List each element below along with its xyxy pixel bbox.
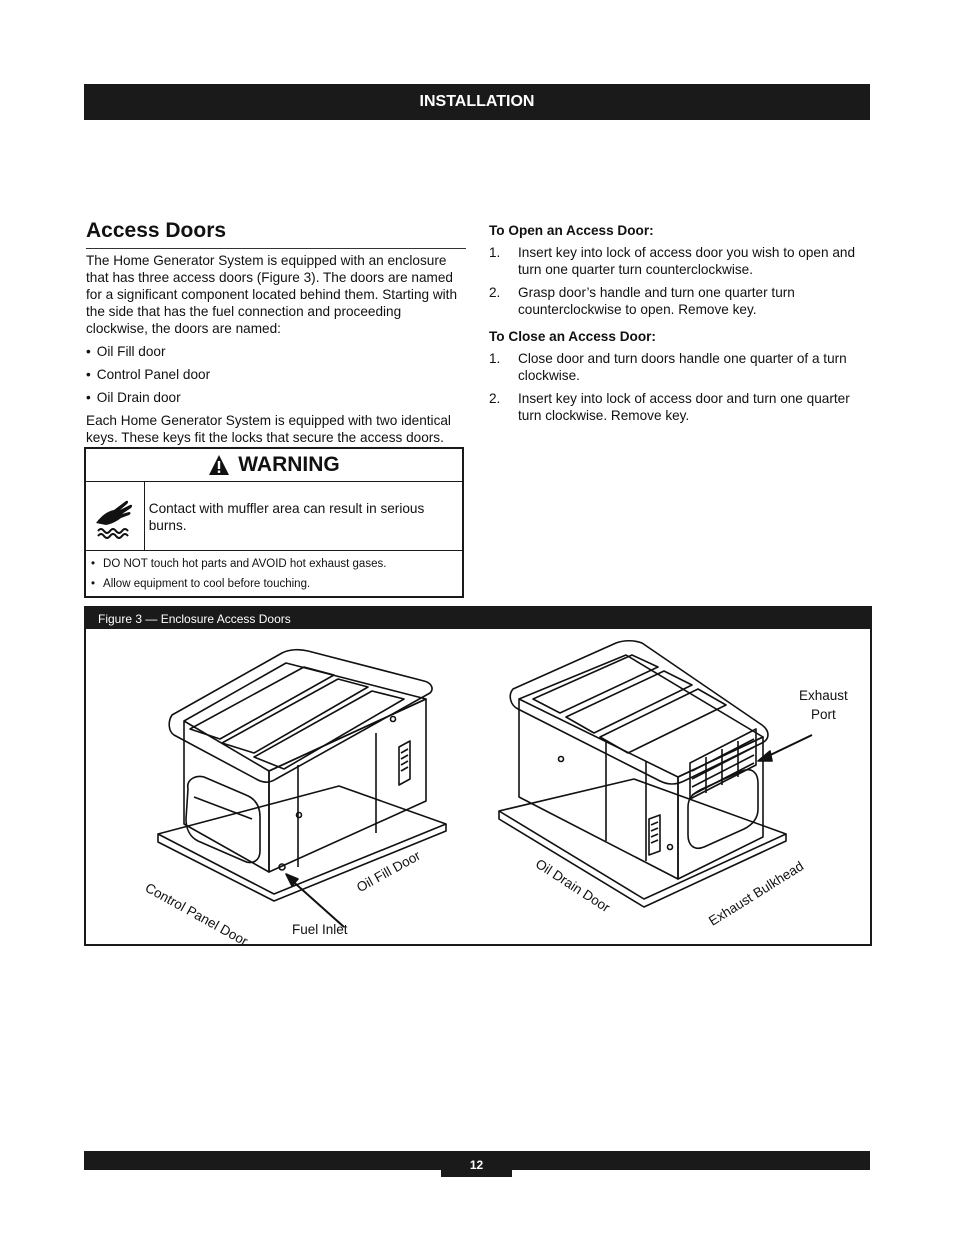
warning-icon-cell <box>86 482 145 550</box>
control-panel-door-label: Control Panel Door <box>142 880 251 949</box>
close-door-steps <box>489 350 871 424</box>
exhaust-port-label-line2: Port <box>811 707 836 722</box>
access-doors-column <box>86 218 466 452</box>
step-text: Close door and turn doors handle one quarter of a turn clockwise. <box>518 351 847 383</box>
open-door-heading: To Open an Access Door: <box>489 223 654 238</box>
warning-list-item: • DO NOT touch hot parts and AVOID hot exhaust gases. <box>91 554 462 574</box>
step-number: 1. <box>489 351 501 366</box>
step-item <box>489 390 871 424</box>
warning-body <box>86 482 462 551</box>
warning-list-item: • Allow equipment to cool before touching. <box>91 574 462 594</box>
hot-surface-hand-icon <box>92 493 138 539</box>
oil-fill-door-label: Oil Fill Door <box>354 847 423 896</box>
intro-paragraph: The Home Generator System is equipped with an enclosure that has three access doors (Figure 3). The doors are named for a significant component located behind them. Starting with the side that has the fuel connection and proceeding clockwise, the doors are named: <box>86 253 458 336</box>
step-item <box>489 244 871 278</box>
step-number: 2. <box>489 285 501 300</box>
warning-list <box>86 551 462 594</box>
step-text: Grasp door’s handle and turn one quarter turn counterclockwise to open. Remove key. <box>518 285 795 317</box>
section-header <box>84 84 870 120</box>
step-text: Insert key into lock of access door you wish to open and turn one quarter turn counterclockwise. <box>518 245 856 277</box>
oil-drain-door-label: Oil Drain Door <box>532 856 613 916</box>
close-door-heading: To Close an Access Door: <box>489 329 656 344</box>
fuel-inlet-label: Fuel Inlet <box>292 922 348 937</box>
door-instructions-column <box>489 222 871 434</box>
section-header-title: INSTALLATION <box>419 93 535 110</box>
exhaust-bulkhead-label: Exhaust Bulkhead <box>706 858 807 929</box>
step-item <box>489 284 871 318</box>
warning-triangle-icon <box>208 454 230 476</box>
exhaust-port-label-line1: Exhaust <box>799 688 848 703</box>
warning-title: WARNING <box>238 453 340 476</box>
door-list <box>86 343 466 406</box>
step-item <box>489 350 871 384</box>
page-number: 12 <box>441 1153 512 1177</box>
step-text: Insert key into lock of access door and turn one quarter turn clockwise. Remove key. <box>518 391 850 423</box>
keys-paragraph: Each Home Generator System is equipped with two identical keys. These keys fit the locks that secure the access doors. <box>86 413 451 445</box>
page-title: Access Doors <box>86 218 466 249</box>
step-number: 1. <box>489 245 501 260</box>
open-door-steps <box>489 244 871 318</box>
door-list-item: • Oil Fill door <box>86 343 466 360</box>
warning-header <box>86 449 462 482</box>
warning-message: Contact with muffler area can result in serious burns. <box>148 501 425 533</box>
figure-caption: Figure 3 — Enclosure Access Doors <box>86 608 870 629</box>
door-list-item: • Control Panel door <box>86 366 466 383</box>
door-list-item: • Oil Drain door <box>86 389 466 406</box>
step-number: 2. <box>489 391 501 406</box>
warning-box <box>84 447 464 598</box>
figure-enclosure-access-doors <box>84 606 872 949</box>
